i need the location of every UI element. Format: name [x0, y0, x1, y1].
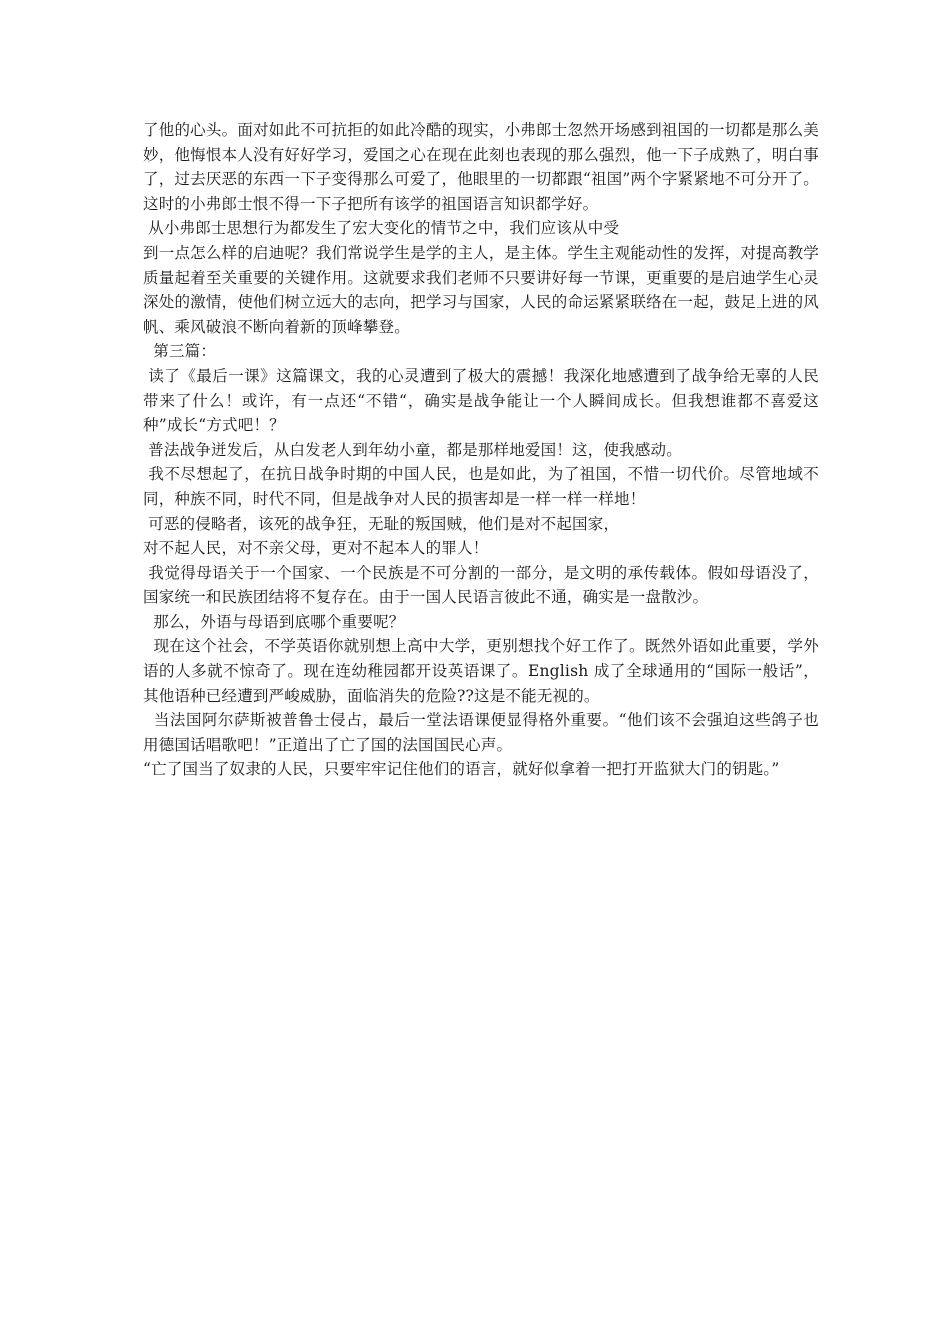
- paragraph-2: 从小弗郎士思想行为都发生了宏大变化的情节之中，我们应该从中受: [143, 219, 620, 238]
- paragraph-12: 当法国阿尔萨斯被普鲁士侵占，最后一堂法语课便显得格外重要。“他们该不会强迫这些鸽子也用德国话唱歌吧！”正道出了亡了国的法国国民心声。: [143, 711, 819, 754]
- paragraph-7: 可恶的侵略者，该死的战争狂，无耻的叛国贼，他们是对不起国家，: [143, 514, 620, 533]
- paragraph-9: 我觉得母语关于一个国家、一个民族是不可分割的一部分，是文明的承传载体。假如母语没了，国家统一和民族团结将不复存在。由于一国人民语言彼此不通，确实是一盘散沙。: [143, 563, 819, 607]
- paragraph-6: 我不尽想起了，在抗日战争时期的中国人民，也是如此，为了祖国，不惜一切代价。尽管地域不同，种族不同，时代不同，但是战争对人民的损害却是一样一样一样地！: [143, 465, 819, 508]
- paragraph-8: 对不起人民，对不亲父母，更对不起本人的罪人！: [143, 539, 489, 558]
- paragraph-3: 到一点怎么样的启迪呢？我们常说学生是学的主人，是主体。学生主观能动性的发挥，对提高教学质量起着至关重要的关键作用。这就要求我们老师不只要讲好每一节课，更重要的是启迪学生心灵深处的激情，使他们树立远大的志向，把学习与国家，人民的命运紧紧联络在一起，鼓足上进的风帆、乘风破浪不断向着新的顶峰攀登。: [143, 243, 819, 336]
- document-body: [143, 118, 819, 782]
- paragraph-4: 读了《最后一课》这篇课文，我的心灵遭到了极大的震撼！我深化地感遭到了战争给无辜的人民带来了什么！或许，有一点还“不错“，确实是战争能让一个人瞬间成长。但我想谁都不喜爱这种”成长“方式吧！？: [143, 366, 819, 435]
- paragraph-11: 现在这个社会，不学英语你就别想上高中大学，更别想找个好工作了。既然外语如此重要，学外语的人多就不惊奇了。现在连幼稚园都开设英语课了。English 成了全球通用的“国际一般话”，其他语种已经遭到严峻威胁，面临消失的危险??这是不能无视的。: [143, 637, 819, 705]
- section-heading: 第三篇：: [143, 342, 217, 361]
- paragraph-10: 那么，外语与母语到底哪个重要呢？: [143, 612, 405, 631]
- paragraph-5: 普法战争迸发后，从白发老人到年幼小童，都是那样地爱国！这，使我感动。: [143, 440, 682, 459]
- paragraph-13: “亡了国当了奴隶的人民，只要牢牢记住他们的语言，就好似拿着一把打开监狱大门的钥匙。”: [143, 760, 780, 779]
- paragraph-1: 了他的心头。面对如此不可抗拒的如此冷酷的现实，小弗郎士忽然开场感到祖国的一切都是那么美妙，他悔恨本人没有好好学习，爱国之心在现在此刻也表现的那么强烈，他一下子成熟了，明白事了，过去厌恶的东西一下子变得那么可爱了，他眼里的一切都跟“祖国”两个字紧紧地不可分开了。这时的小弗郎士恨不得一下子把所有该学的祖国语言知识都学好。: [143, 121, 819, 213]
